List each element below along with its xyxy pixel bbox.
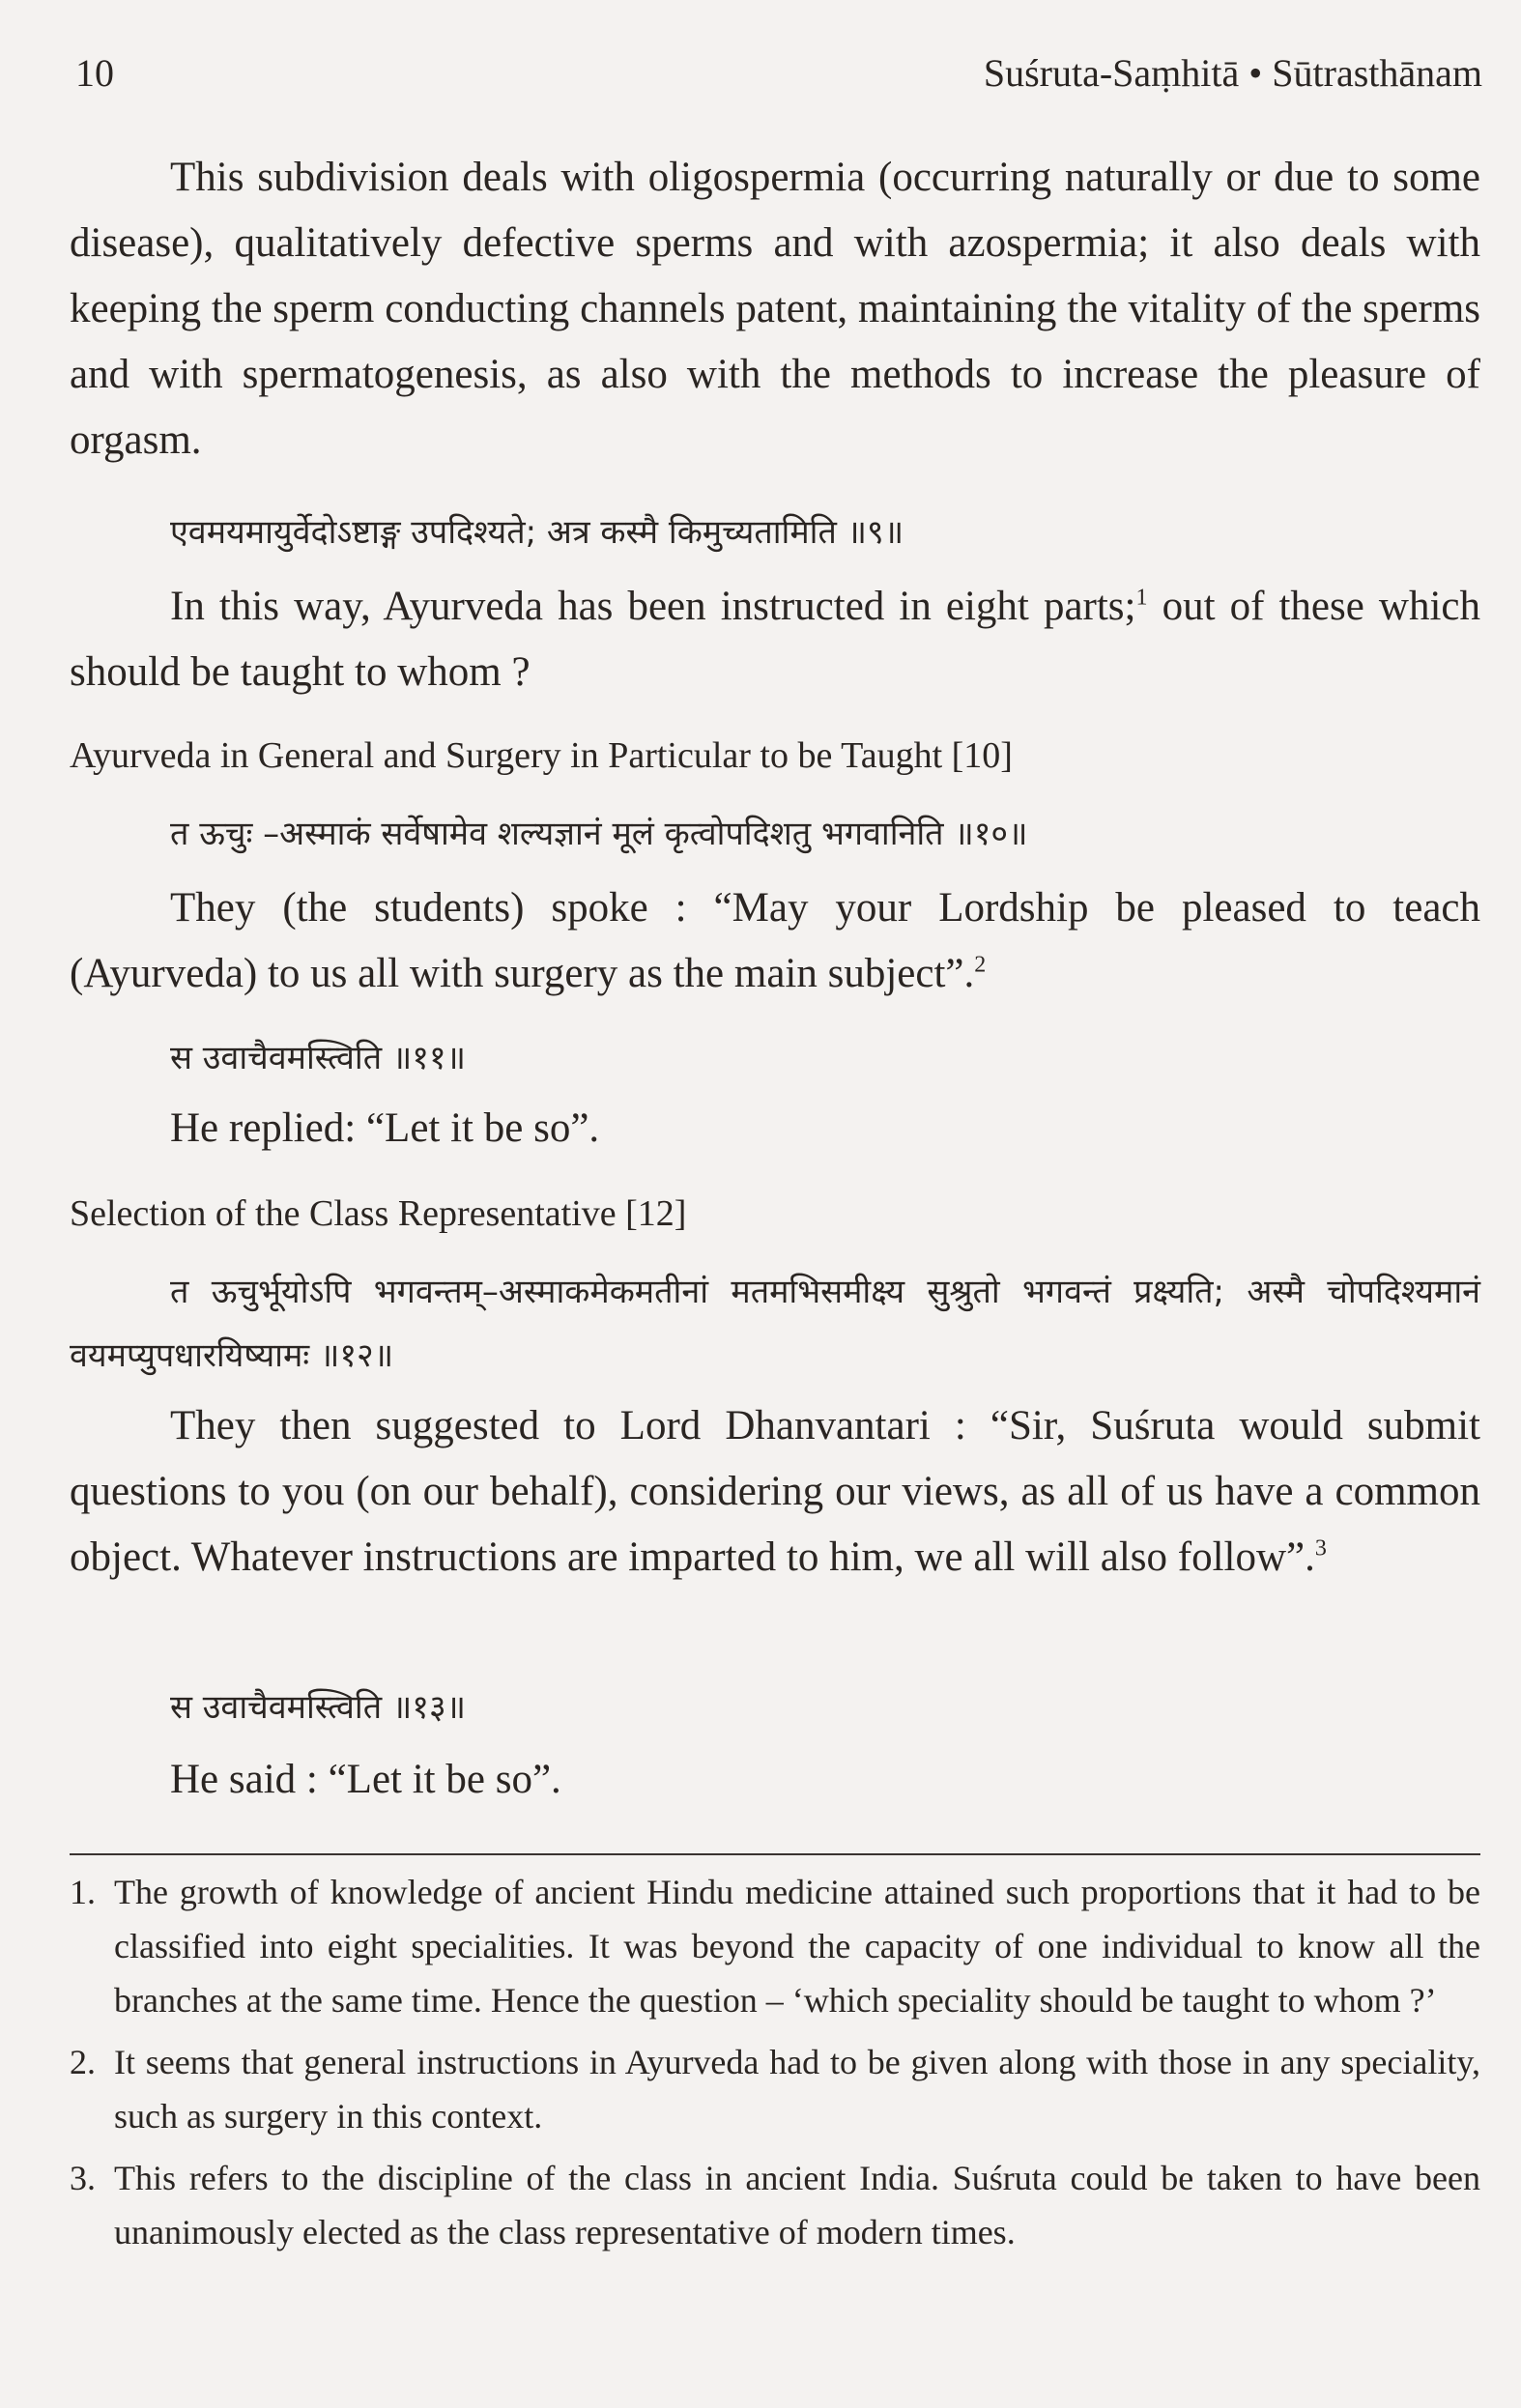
paragraph-class-representative: They then suggested to Lord Dhanvantari : “Sir, Suśruta would submit questions to you (on our behalf), considering our views, as all of us have a common object. Whatever instructions are imparted to him, we all will also follow”.$^3$ bbox=[70, 1403, 1480, 1580]
footnote-ref-2: 2 bbox=[974, 952, 987, 978]
section-heading-10: Ayurveda in General and Surgery in Particular to be Taught [10] bbox=[70, 735, 1013, 776]
footnote-ref-1: 1 bbox=[1135, 585, 1148, 611]
paragraph-students-spoke: They (the students) spoke : “May your Lordship be pleased to teach (Ayurveda) to us all with surgery as the main subject”.$^2$ bbox=[70, 885, 1480, 996]
running-title: Suśruta-Saṃhitā • Sūtrasthānam bbox=[983, 51, 1482, 95]
footnote-3: 3. This refers to the discipline of the class in ancient India. Suśruta could be taken to have been unanimously elected as the class representative of modern times. bbox=[70, 2159, 1480, 2251]
paragraph-eight-parts: In this way, Ayurveda has been instructed in eight parts;$^1$ out of these which should be taught to whom ? bbox=[70, 584, 1480, 695]
sanskrit-verse-12: त ऊचुर्भूयोऽपि भगवन्तम्–अस्माकमेकमतीनां मतमभिसमीक्ष्य सुश्रुतो भगवन्तं प्रक्ष्यति; अस्मै चोपदिश्यमानं वयमप्युपधारयिष्यामः ॥१२॥ bbox=[70, 1273, 1480, 1375]
sanskrit-verse-11: स उवाचैवमस्त्विति ॥११॥ bbox=[170, 1039, 466, 1077]
footnote-2: 2. It seems that general instructions in Ayurveda had to be given along with those in any speciality, such as surgery in this context. bbox=[70, 2043, 1480, 2136]
page-number: 10 bbox=[75, 51, 114, 95]
page-header bbox=[75, 50, 1482, 96]
footnote-divider bbox=[70, 1853, 1480, 1855]
footnotes bbox=[70, 1865, 1480, 2267]
section-heading-12: Selection of the Class Representative [12] bbox=[70, 1193, 687, 1234]
paragraph-oligospermia: This subdivision deals with oligospermia (occurring naturally or due to some disease), qualitatively defective sperms and with azospermia; it also deals with keeping the sperm conducting channels patent, maintaining the vitality of the sperms and with spermatogenesis, as also with the methods to increase the pleasure of orgasm. bbox=[70, 155, 1480, 463]
sanskrit-verse-9: एवमयमायुर्वेदोऽष्टाङ्ग उपदिश्यते; अत्र कस्मै किमुच्यतामिति ॥९॥ bbox=[170, 513, 904, 552]
sanskrit-verse-13: स उवाचैवमस्त्विति ॥१३॥ bbox=[170, 1688, 466, 1727]
footnote-ref-3: 3 bbox=[1314, 1535, 1327, 1562]
paragraph-he-replied: He replied: “Let it be so”. bbox=[170, 1105, 600, 1151]
footnote-1: 1. The growth of knowledge of ancient Hindu medicine attained such proportions that it had to be classified into eight specialities. It was beyond the capacity of one individual to know all the branches at the same time. Hence the question – ‘which speciality should be taught to whom ?’ bbox=[70, 1873, 1480, 2020]
sanskrit-verse-10: त ऊचुः –अस्माकं सर्वेषामेव शल्यज्ञानं मूलं कृत्वोपदिशतु भगवानिति ॥१०॥ bbox=[170, 815, 1028, 853]
paragraph-he-said: He said : “Let it be so”. bbox=[170, 1757, 561, 1802]
